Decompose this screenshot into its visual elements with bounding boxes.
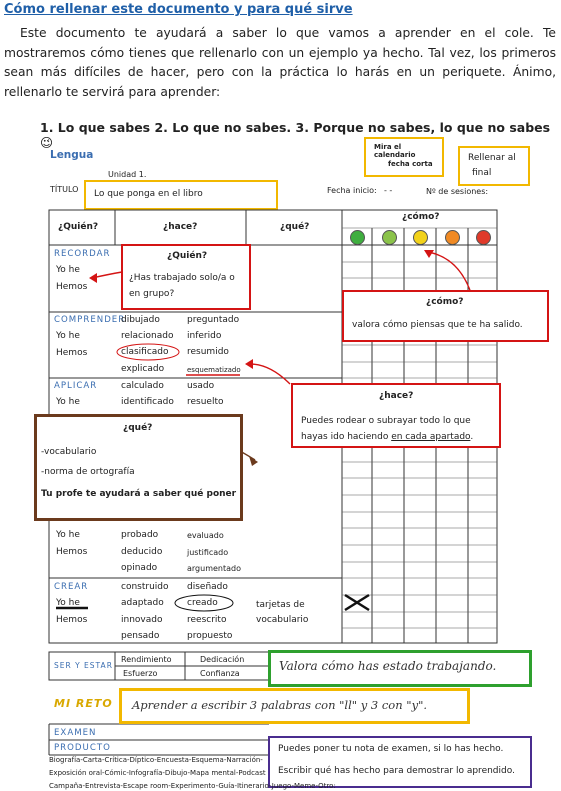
subject-label: Lengua — [50, 149, 94, 161]
como-callout-title: ¿cómo? — [426, 297, 464, 307]
mireto-callout-text: Aprender a escribir 3 palabras con "ll" y 3 con "y". — [132, 698, 428, 712]
como-callout — [342, 290, 549, 342]
word: probado — [121, 530, 159, 540]
comprender-yohe: Yo he — [56, 331, 80, 341]
crear-yohe: Yo he — [56, 598, 80, 608]
mireto-callout — [119, 688, 470, 724]
hace-callout-text — [301, 413, 495, 445]
word: adaptado — [121, 598, 164, 608]
intro-paragraph: Este documento te ayudará a saber lo que vamos a aprender en el cole. Te mostraremos cómo tienes que rellenarlo con un ejemplo ya hecho. Tal vez, los primeros sean más difíciles de hacer, pero con la práctica lo harás en un periquete. Ánimo, rellenarlo te servirá para aprender: — [4, 26, 556, 99]
header-quien: ¿Quién? — [58, 222, 99, 232]
word: relacionado — [121, 331, 174, 341]
sesiones-label: Nº de sesiones: — [426, 187, 489, 196]
products-line-1: Biografía-Carta-Crítica-Díptico-Encuesta-Esquema-Narración- — [49, 756, 263, 764]
valora-callout-text: Valora cómo has estado trabajando. — [279, 659, 497, 673]
aplicar-yohe: Yo he — [56, 397, 80, 407]
face-very-happy-icon — [350, 230, 365, 245]
rellenar-line2: final — [472, 168, 492, 178]
header-hace: ¿hace? — [163, 222, 198, 232]
que-item-2: -norma de ortografía — [41, 467, 135, 477]
que-item-1: -vocabulario — [41, 447, 97, 457]
rendimiento: Rendimiento — [121, 655, 172, 664]
section-aplicar: APLICAR — [54, 381, 98, 391]
face-sad-icon — [445, 230, 460, 245]
word: explicado — [121, 364, 165, 374]
word: usado — [187, 381, 215, 391]
face-very-sad-icon — [476, 230, 491, 245]
date-dashes: - - — [384, 186, 393, 195]
examen-callout-line2: Escribir qué has hecho para demostrar lo aprendido. — [278, 766, 515, 776]
face-neutral-icon — [413, 230, 428, 245]
producto-label: PRODUCTO — [54, 743, 111, 753]
word: calculado — [121, 381, 164, 391]
como-callout-text: valora cómo piensas que te ha salido. — [352, 320, 523, 330]
word: identificado — [121, 397, 174, 407]
examen-callout — [268, 736, 532, 788]
mireto-label: MI RETO — [54, 697, 113, 710]
word: propuesto — [187, 631, 233, 641]
quien-callout-title: ¿Quién? — [167, 251, 208, 261]
header-que: ¿qué? — [280, 222, 310, 232]
examen-label: EXAMEN — [54, 728, 97, 738]
word: resumido — [187, 347, 229, 357]
hace-text-3: . — [470, 432, 474, 442]
crear-que-line1: tarjetas de — [256, 600, 305, 610]
section-recordar: RECORDAR — [54, 249, 111, 259]
recordar-hemos: Hemos — [56, 282, 88, 292]
crear-hemos: Hemos — [56, 615, 88, 625]
titulo-label: TÍTULO — [50, 185, 79, 194]
que-callout-title: ¿qué? — [123, 423, 153, 433]
word: opinado — [121, 563, 158, 573]
quien-callout-text: ¿Has trabajado solo/a o en grupo? — [129, 273, 235, 299]
evaluar-hemos: Hemos — [56, 547, 88, 557]
rellenar-line1: Rellenar al — [468, 153, 516, 163]
steps-line: 1. Lo que sabes 2. Lo que no sabes. 3. Porque no sabes, lo que no sabes 😉 — [40, 120, 551, 150]
titulo-callout-text: Lo que ponga en el libro — [94, 189, 203, 199]
calendario-line1: Mira el calendario — [374, 143, 416, 159]
word: clasificado — [121, 347, 169, 357]
recordar-yohe: Yo he — [56, 265, 80, 275]
word: argumentado — [187, 564, 241, 573]
crear-que-line2: vocabulario — [256, 615, 309, 625]
hace-callout — [291, 383, 501, 448]
header-como: ¿cómo? — [402, 212, 440, 222]
word: diseñado — [187, 582, 228, 592]
unit-label: Unidad 1. — [108, 170, 147, 179]
page-title: Cómo rellenar este documento y para qué sirve — [4, 2, 353, 17]
word: construido — [121, 582, 169, 592]
calendario-line2: fecha corta — [388, 160, 433, 168]
section-crear: CREAR — [54, 582, 89, 592]
hace-callout-title: ¿hace? — [379, 391, 414, 401]
word: esquematizado — [187, 366, 241, 374]
valora-callout — [268, 650, 532, 687]
word: pensado — [121, 631, 160, 641]
fecha-inicio-label: Fecha inicio: — [327, 186, 377, 195]
word: dibujado — [121, 315, 160, 325]
word: innovado — [121, 615, 163, 625]
word: reescrito — [187, 615, 227, 625]
hace-text-2: en cada apartado — [391, 432, 471, 442]
confianza: Confianza — [200, 669, 240, 678]
word: deducido — [121, 547, 163, 557]
word: inferido — [187, 331, 222, 341]
dedicacion: Dedicación — [200, 655, 245, 664]
que-item-3: Tu profe te ayudará a saber qué poner — [41, 489, 237, 499]
esfuerzo: Esfuerzo — [123, 669, 158, 678]
hace-text-1: Puedes rodear o subrayar todo lo que hayas ido haciendo — [301, 416, 471, 442]
word: preguntado — [187, 315, 240, 325]
quien-callout — [121, 244, 251, 310]
products-line-2: Exposición oral-Cómic-Infografía-Dibujo-Mapa mental-Podcast — [49, 769, 266, 777]
products-line-3: Campaña-Entrevista-Escape room-Experimento-Guía-Itinerario-Juego-Meme-Otro: — [49, 782, 336, 790]
examen-callout-line1: Puedes poner tu nota de examen, si lo has hecho. — [278, 744, 504, 754]
ser-estar-label: SER Y ESTAR — [54, 661, 113, 670]
face-happy-icon — [382, 230, 397, 245]
word: resuelto — [187, 397, 224, 407]
comprender-hemos: Hemos — [56, 348, 88, 358]
evaluar-yohe: Yo he — [56, 530, 80, 540]
word: evaluado — [187, 531, 224, 540]
word: creado — [187, 598, 218, 608]
word: justificado — [187, 548, 229, 557]
section-comprender: COMPRENDER — [54, 315, 126, 325]
que-callout — [34, 414, 243, 521]
